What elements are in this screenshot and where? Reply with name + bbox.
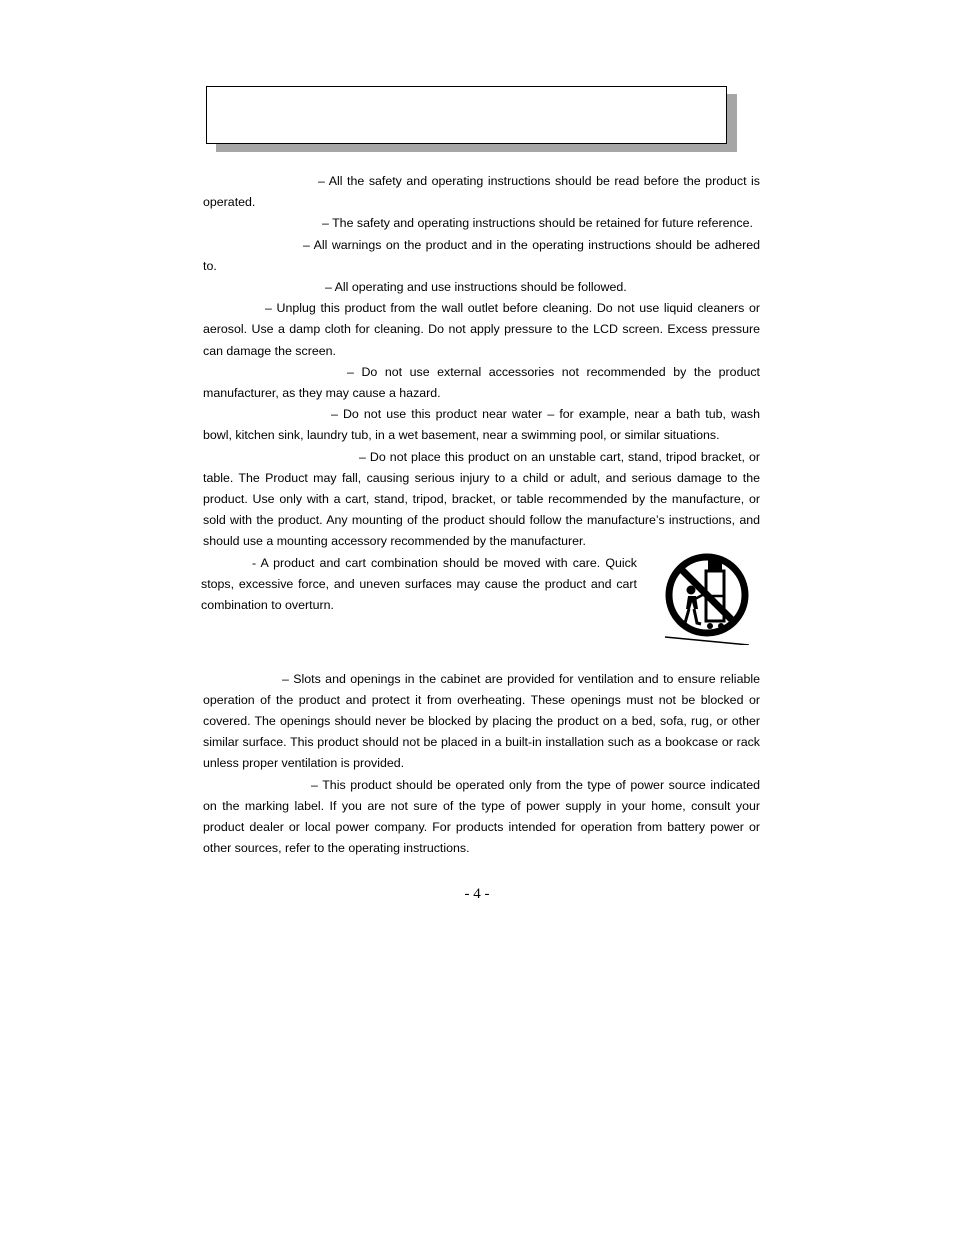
paragraph-cleaning: – Unplug this product from the wall outlet before cleaning. Do not use liquid cleaners or aerosol. Use a damp cloth for cleaning. Do not apply pressure to the LCD screen. Excess pressure can damage the screen. (203, 301, 760, 358)
safety-instructions (203, 171, 760, 859)
paragraph-accessories: – Do not place this product on an unstable cart, stand, tripod bracket, or table. The Product may fall, causing serious injury to a child or adult, and serious damage to the product. Use only with a cart, stand, tripod, bracket, or table recommended by the manufacture, or sold with the product. Any mounting of the product should follow the manufacture’s instructions, and should use a mounting accessory recommended by the manufacturer. (203, 449, 760, 549)
paragraph-attachments: – Do not use external accessories not recommended by the product manufacturer, as they may cause a hazard. (203, 364, 760, 401)
no-cart-tipover-icon (661, 553, 751, 645)
paragraph-ventilation: – Slots and openings in the cabinet are provided for ventilation and to ensure reliable operation of the product and protect it from overheating. These openings must not be blocked or covered. The openings should never be blocked by placing the product on a bed, sofa, rug, or other similar surface. This product should not be placed in a built-in installation such as a bookcase or rack unless proper ventilation is provided. (203, 671, 760, 771)
paragraph-follow-instructions: – All operating and use instructions should be followed. (325, 280, 627, 295)
paragraph-heed-warnings: – All warnings on the product and in the operating instructions should be adhered to. (203, 237, 760, 273)
page-number: - 4 - (464, 886, 490, 902)
paragraph-water: – Do not use this product near water – for example, near a bath tub, wash bowl, kitchen sink, laundry tub, in a wet basement, near a swimming pool, or similar situations. (203, 407, 760, 443)
section-title-box (206, 86, 727, 144)
paragraph-cart: - A product and cart combination should be moved with care. Quick stops, excessive force, and uneven surfaces may cause the product and cart combination to overturn. (201, 555, 637, 613)
cart-warning-row (203, 553, 760, 669)
paragraph-power-sources: – This product should be operated only from the type of power source indicated on the marking label. If you are not sure of the type of power supply in your home, consult your product dealer or local power company. For products intended for operation from battery power or other sources, refer to the operating instructions. (203, 777, 760, 856)
paragraph-read-instructions: – All the safety and operating instructions should be read before the product is operated. (203, 174, 760, 210)
paragraph-retain-instructions: – The safety and operating instructions should be retained for future reference. (322, 216, 753, 231)
